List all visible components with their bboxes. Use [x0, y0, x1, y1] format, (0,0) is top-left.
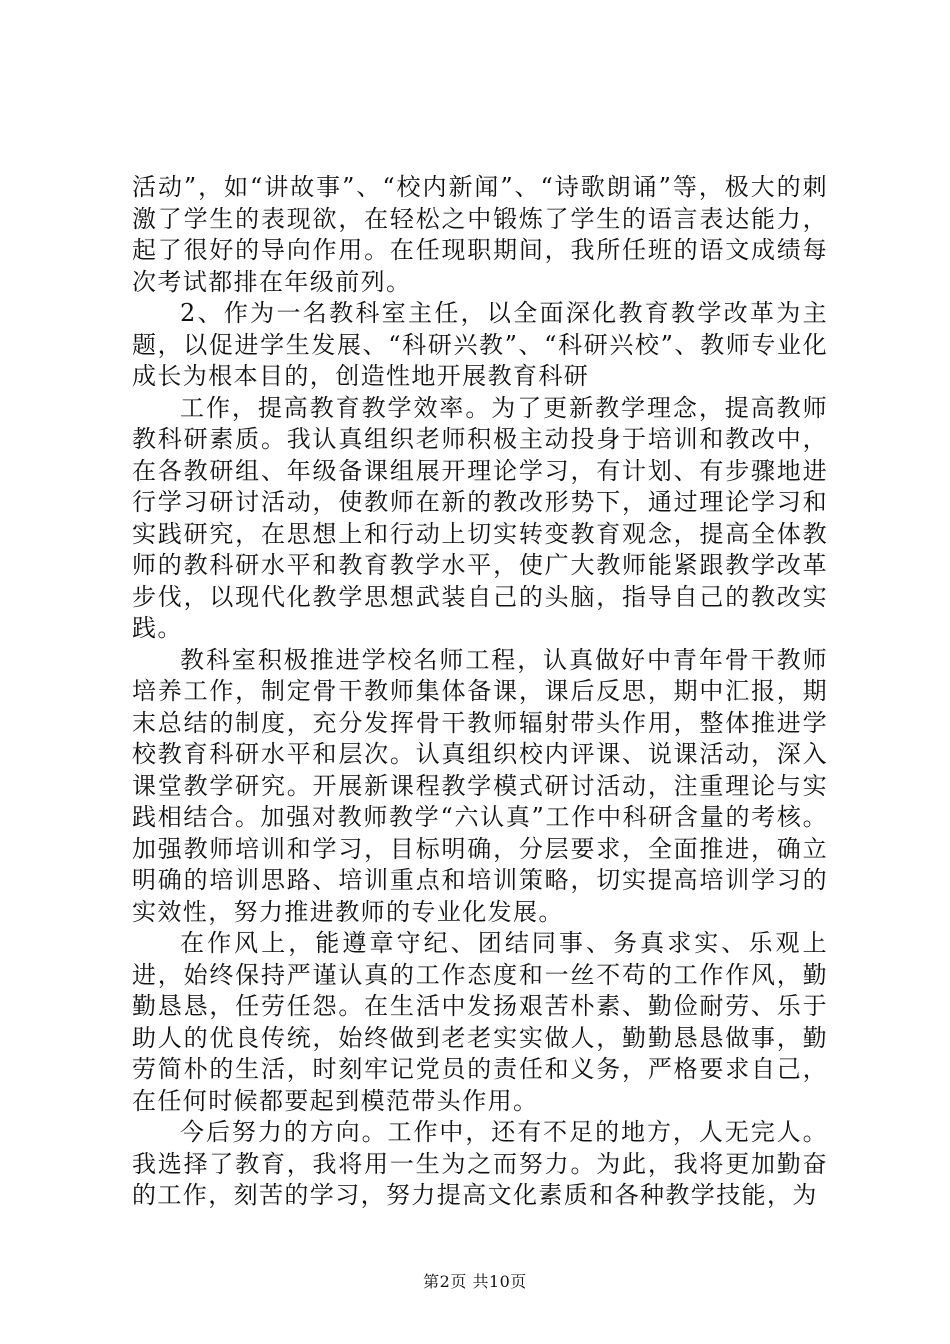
paragraph-6: 今后努力的方向。工作中，还有不足的地方，人无完人。我选择了教育，我将用一生为之而努力。为此，我将更加勤奋的工作，刻苦的学习，努力提高文化素质和各种教学技能，为 [132, 1118, 828, 1209]
paragraph-2: 2、作为一名教科室主任，以全面深化教育教学改革为主题，以促进学生发展、“科研兴教”、“科研兴校”、教师专业化成长为根本目的，创造性地开展教育科研 [132, 299, 828, 390]
document-body [132, 172, 828, 1212]
paragraph-5: 在作风上，能遵章守纪、团结同事、务真求实、乐观上进，始终保持严谨认真的工作态度和一丝不苟的工作作风，勤勤恳恳，任劳任怨。在生活中发扬艰苦朴素、勤俭耐劳、乐于助人的优良传统，始终做到老老实实做人，勤勤恳恳做事，勤劳简朴的生活，时刻牢记党员的责任和义务，严格要求自己，在任何时候都要起到模范带头作用。 [132, 929, 828, 1115]
paragraph-3: 工作，提高教育教学效率。为了更新教学理念，提高教师教科研素质。我认真组织老师积极主动投身于培训和教改中，在各教研组、年级备课组展开理论学习，有计划、有步骤地进行学习研讨活动，使教师在新的教改形势下，通过理论学习和实践研究，在思想上和行动上切实转变教育观念，提高全体教师的教科研水平和教育教学水平，使广大教师能紧跟教学改革步伐，以现代化教学思想武装自己的头脑，指导自己的教改实践。 [132, 393, 828, 642]
paragraph-1: 活动”，如“讲故事”、“校内新闻”、“诗歌朗诵”等，极大的刺激了学生的表现欲，在轻松之中锻炼了学生的语言表达能力，起了很好的导向作用。在任现职期间，我所任班的语文成绩每次考试都排在年级前列。 [132, 173, 828, 296]
paragraph-4: 教科室积极推进学校名师工程，认真做好中青年骨干教师培养工作，制定骨干教师集体备课，课后反思，期中汇报，期末总结的制度，充分发挥骨干教师辐射带头作用，整体推进学校教育科研水平和层次。认真组织校内评课、说课活动，深入课堂教学研究。开展新课程教学模式研讨活动，注重理论与实践相结合。加强对教师教学“六认真”工作中科研含量的考核。加强教师培训和学习，目标明确，分层要求，全面推进，确立明确的培训思路、培训重点和培训策略，切实提高培训学习的实效性，努力推进教师的专业化发展。 [132, 645, 828, 926]
page-number-footer: 第2页 共10页 [423, 1272, 527, 1291]
